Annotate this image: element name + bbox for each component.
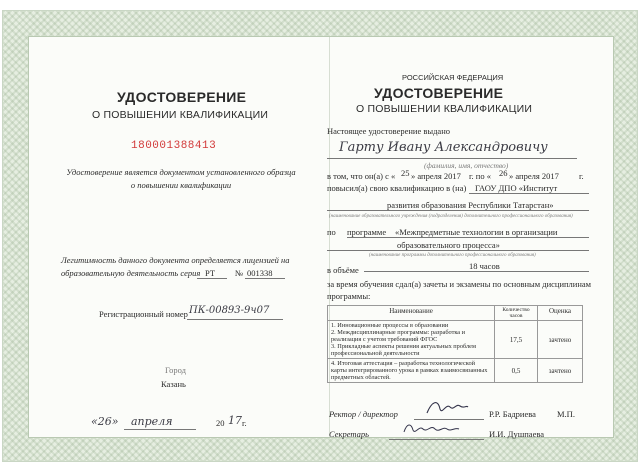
period-to-month: » апреля 2017 (509, 171, 559, 181)
right-subtitle: О ПОВЫШЕНИИ КВАЛИФИКАЦИИ (356, 103, 533, 115)
table-row (328, 321, 583, 359)
table-row (328, 359, 583, 383)
institution-line-1: ГАОУ ДПО «Институт (475, 183, 558, 193)
period-from-month: » апреля 2017 (411, 171, 461, 181)
table-cell-name: 4. Итоговая аттестация – разработка технологической карты интегрированного урока в рамках взаимосвязанных предметных областей. (328, 359, 495, 383)
certificate (2, 10, 638, 462)
left-title: УДОСТОВЕРЕНИЕ (117, 89, 247, 105)
period-label: в том, что он(а) с « (327, 171, 396, 181)
city-label: Город (165, 365, 186, 375)
legitimacy-line-1: Легитимность данного документа определяется лицензией на (61, 255, 290, 265)
institution-caption: (наименование образовательного учреждения (подразделения) дополнительного профессионального образования) (329, 214, 573, 219)
program-prefix: программе (347, 227, 387, 237)
issue-year: 17 (228, 414, 242, 427)
secretary-signature (401, 419, 463, 437)
registration-label: Регистрационный номер (99, 309, 188, 319)
program-caption: (наименование программы дополнительного профессионального образования) (369, 253, 536, 258)
certificate-body (28, 36, 614, 438)
program-name-line-1: «Межпредметные технологии в организации (395, 227, 558, 237)
table-header-row (328, 306, 583, 321)
table-cell-grade: зачтено (538, 359, 583, 383)
exams-line-1: за время обучения сдал(а) зачеты и экзамены по основным дисциплинам (327, 279, 592, 289)
table-header-grade: Оценка (538, 306, 583, 321)
rector-label: Ректор / директор (329, 409, 398, 419)
statement-line-1: Удостоверение является документом установленного образца (66, 167, 296, 177)
license-number-label: № (235, 268, 244, 278)
legitimacy-line-2: образовательную деятельность серия (61, 268, 201, 278)
table-cell-hours: 17,5 (495, 321, 538, 359)
issued-label: Настоящее удостоверение выдано (327, 126, 451, 136)
issue-year-prefix: 20 (216, 418, 225, 428)
issue-month: апреля (131, 415, 173, 428)
issue-day: «26» (91, 415, 119, 428)
rector-name: Р.Р. Бадриева (489, 409, 536, 419)
federation-label: РОССИЙСКАЯ ФЕДЕРАЦИЯ (402, 73, 504, 82)
name-caption: (фамилия, имя, отчество) (424, 161, 509, 170)
volume-label: в объёме (327, 265, 359, 275)
license-number: 001338 (247, 268, 273, 278)
stamp-label: М.П. (557, 409, 575, 419)
rector-signature (424, 397, 470, 419)
city-name: Казань (161, 379, 186, 389)
table-cell-hours: 0,5 (495, 359, 538, 383)
period-from-day: 25 (401, 168, 410, 178)
left-subtitle: О ПОВЫШЕНИИ КВАЛИФИКАЦИИ (92, 109, 269, 121)
program-name-line-2: образовательного процесса» (397, 240, 500, 250)
institution-line-2: развития образования Республики Татарстан» (387, 200, 554, 210)
holder-name: Гарту Ивану Александровичу (339, 140, 548, 155)
disciplines-table-wrap (327, 305, 583, 383)
certificate-number: 180001388413 (131, 140, 217, 152)
right-title: УДОСТОВЕРЕНИЕ (374, 85, 504, 101)
table-header-hours: Количество часов (495, 306, 538, 321)
upgraded-label: повысил(а) свою квалификацию в (на) (327, 183, 467, 193)
volume-hours: 18 часов (469, 261, 500, 271)
disciplines-table (327, 305, 583, 383)
period-year-suffix: г. (579, 171, 584, 181)
period-to-day: 26 (499, 168, 508, 178)
secretary-label: Секретарь (329, 429, 369, 439)
table-cell-grade: зачтено (538, 321, 583, 359)
exams-line-2: программы: (327, 291, 371, 301)
registration-number: ПК-00893-9ч07 (189, 305, 270, 316)
secretary-name: И.И. Душпаева (489, 429, 545, 439)
period-to-label: г. по « (469, 171, 491, 181)
program-by-label: по (327, 227, 336, 237)
table-header-name: Наименование (328, 306, 495, 321)
issue-year-suffix: г. (242, 418, 247, 428)
table-cell-name: 1. Инновационные процессы в образовании 2. Междисциплинарные программы: разработка и реализация с учетом требований ФГОС 3. Прикладные аспекты решения актуальных проблем профессиональной деятельности (328, 321, 495, 359)
statement-line-2: о повышении квалификации (130, 180, 232, 190)
license-series: РТ (205, 268, 216, 278)
